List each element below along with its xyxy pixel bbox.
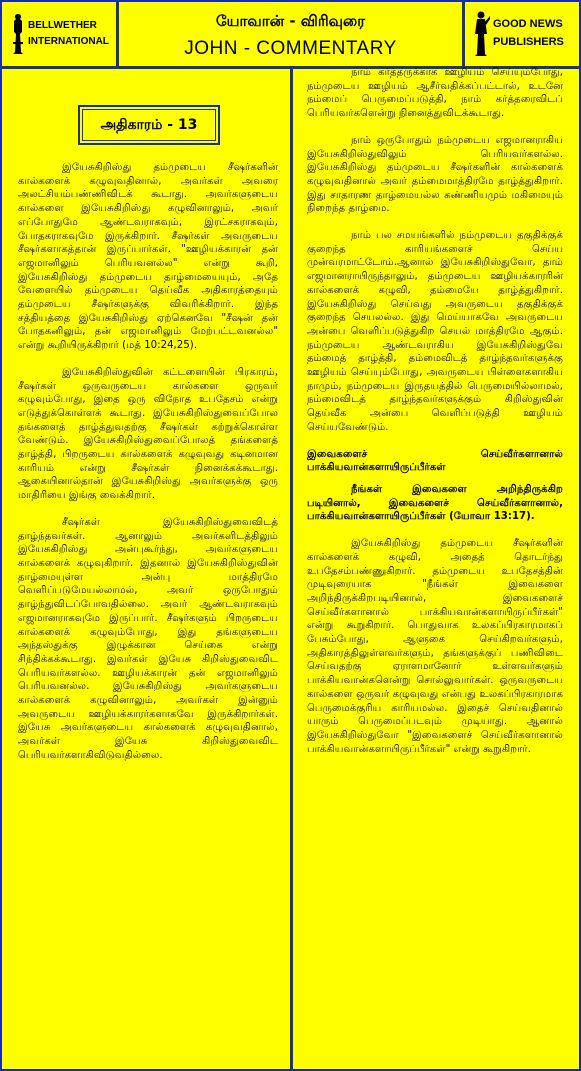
right-paragraph-3: நாம் பல சமயங்களில் நம்முடைய தகுதிக்குக் குறைந்த காரியங்களைச் செய்ய முன்வரமாட்டோம்.ஆனால் இயேசுகிறிஸ்துவோ, தாம் எஜமானராயிருந்தாலும், தம்முடைய ஊழியக்காரரின் கால்களைக் கழுவி, தம்மையே தாழ்த்துகிறார். இயேசுகிறிஸ்து செய்வது அவருடைய தகுதிக்குக் குறைந்த செயலல்ல. இது மெய்யாகவே அவருடைய அன்பை வெளிப்படுத்துகிற செயல் மாத்திரமே ஆகும். நம்முடைய ஆண்டவராகிய இயேசுகிறிஸ்துவே தம்மைத் தாழ்த்தி, தம்மைவிடத் தாழ்ந்தவர்களுக்கு ஊழியம் செய்யும்போது, அவருடைய பிள்ளைகளாகிய நாமும், நம்முடைய இருதயத்தில் பெருமையில்லாமல், நம்மைவிடத் தாழ்ந்தவர்களுக்கும் கிறிஸ்துவின் தெய்வீக அன்பை வெளிப்படுத்தி ஊழியம் செய்யவேண்டும். <box>307 230 563 433</box>
right-paragraph-1: நாம் கர்த்தருக்காக ஊழியம் செய்யும்போது, நம்முடைய ஊழியம் ஆசீர்வதிக்கப்பட்டால், உடனே நம்மைப் பெருமைப்படுத்தி, நாம் கர்த்தரைவிடப் பெரியவர்களென்று நினைத்துவிடக்கூடாது. <box>307 67 563 120</box>
right-column <box>293 69 579 1069</box>
page-header <box>2 2 579 69</box>
left-paragraph-1: இயேசுகிறிஸ்து தம்முடைய சீஷர்களின் கால்களைக் கழுவுவதினால், அவர்கள் அவரை அலட்சியம்பண்ணிவிடக் கூடாது. அவர்களுடைய கால்களை இயேசுகிறிஸ்து கழுவினாலும், அவர் எப்போதுமே ஆண்டவராகவும், இரட்சகராகவும், போதகராகவுமே இருக்கிறார். சீஷர்கள் அவருடைய சீஷர்களாகத்தான் இருப்பார்கள். "ஊழியக்காரன் தன் எஜமானிலும் பெரியவனல்ல" என்று கூறி, இயேசுகிறிஸ்து தம்முடைய தாழ்மையையும், அதே வேளையில் தம்முடைய தெய்வீக அதிகாரத்தையும் தம்முடைய சீஷர்களுக்கு விவரிக்கிறார். இந்த சத்தியத்தை இயேசுகிறிஸ்து ஏற்கெனவே "சீஷன் தன் போதகனிலும், தன் எஜமானிலும் மேற்பட்டவனல்ல" என்று கூறியிருக்கிறார் (மத் 10:24,25). <box>18 162 278 352</box>
key-verse: நீங்கள் இவைகளை அறிந்திருக்கிற படியினால், இவைகளைச் செய்வீர்களானால், பாக்கியவான்களாயிருப்பீர்கள் (யோவா 13:17). <box>307 483 563 523</box>
left-paragraph-2: இயேசுகிறிஸ்துவின் கட்டளையின் பிரகாரம், சீஷர்கள் ஒருவருடைய கால்களை ஒருவர் கழுவும்போது, இதை ஒரு விநோத உபதேசம் என்று எடுத்துக்கொள்ளக் கூடாது. இயேசுகிறிஸ்துவைப்போல தங்களைத் தாழ்த்துவதற்கு சீஷர்கள் கற்றுக்கொள்ள வேண்டும். இயேசுகிறிஸ்துவைப்போலத் தங்களைத் தாழ்த்தி, பிறருடைய கால்களைக் கழுவுவது கடினமான காரியம் என்று சீஷர்கள் நினைக்கக்கூடாது. ஆகையினால்தான் இயேசுகிறிஸ்து அவர்களுக்கு ஒரு மாதிரியை இங்கு வைக்கிறார். <box>18 366 278 502</box>
title-tamil: யோவான் - விரிவுரை <box>216 12 365 30</box>
herald-figure-icon <box>471 10 491 58</box>
chapter-label: அதிகாரம் - 13 <box>82 109 216 141</box>
right-paragraph-4: இயேசுகிறிஸ்து தம்முடைய சீஷர்களின் கால்களைக் கழுவி, அதைத் தொடர்ந்து உபதேசம்பண்ணுகிறார். தம்முடைய உபதேசத்தின் முடிவுரையாக "நீங்கள் இவைகளை அறிந்திருக்கிறபடியினால், இவைகளைச் செய்வீர்களானால் பாக்கியவான்களாயிருப்பீர்கள்" என்று கூறுகிறார். பொதுவாக உலகப்பிரகாரமாகப் பேசும்போது, ஆளுகை செய்கிறவர்களும், அதிகாரத்திலுள்ளவர்களும், தங்களுக்குப் பணிவிடை செய்வதற்கு ஏராளமானோர் உள்ளவர்களும் பாக்கியவான்களென்று சொல்லுவார்கள். ஒருவருடைய கால்களை ஒருவர் கழுவுவது என்பது உலகப்பிரகாரமாக பெருமைக்குரிய காரியமல்ல. இதைச் செய்வதினால் யாரும் பெருமைப்படவும் முடியாது. ஆனால் இயேசுகிறிஸ்துவோ "இவைகளைச் செய்வீர்களானால் பாக்கியவான்களாயிருப்பீர்கள்" என்று கூறுகிறார். <box>307 538 563 755</box>
ram-figure-icon <box>10 12 26 56</box>
right-logo-panel <box>462 2 579 66</box>
section-heading: இவைகளைச் செய்வீர்களானால் பாக்கியவான்களாயிருப்பீர்கள் <box>307 448 563 474</box>
chapter-box <box>78 105 220 145</box>
good-news-logo <box>471 10 575 60</box>
right-logo-line2: PUBLISHERS <box>493 36 564 48</box>
left-logo-line1: BELLWETHER <box>28 20 97 31</box>
left-column-text <box>18 161 278 763</box>
right-column-text <box>307 66 563 756</box>
right-paragraph-2: நாம் ஒருபோதும் நம்முடைய எஜமானராகிய இயேசுகிறிஸ்துவிலும் பெரியவர்களல்ல. இயேசுகிறிஸ்து தம்முடைய சீஷர்களின் கால்களைக் கழுவுவதினால் அவர் தம்மைமாத்திரமே தாழ்த்துகிறார். இது சாதாரண தாழ்மையல்ல கண்ணியமும் மகிமையும் நிறைந்த தாழ்மை. <box>307 134 563 215</box>
bellwether-logo <box>10 12 110 58</box>
left-logo-line2: INTERNATIONAL <box>28 36 109 47</box>
left-column <box>2 69 293 1069</box>
header-title-block <box>119 2 462 66</box>
title-english: JOHN - COMMENTARY <box>184 38 397 59</box>
left-paragraph-3: சீஷர்கள் இயேசுகிறிஸ்துவைவிடத் தாழ்ந்தவர்கள். ஆனாலும் அவர்களிடத்திலும் இயேசுகிறிஸ்து அன்புகூர்ந்து, அவர்களுடைய கால்களைக் கழுவுகிறார். இதனால் இயேசுகிறிஸ்துவின் தாழ்மையுள்ள அன்பு மாத்திரமே வெளிப்படுமேயல்லாமல், அவர் ஒருபோதும் தாழ்ந்துவிடப்போவதில்லை. அவர் ஆண்டவராகவும் எஜமானராகவுமே இருப்பார். சீஷர்களும் பிறருடைய கால்களைக் கழுவும்போது, இது தங்களுடைய அந்தஸ்துக்கு இழுக்கான செய்கை என்று சிந்திக்கக்கூடாது. இவர்கள் இயேசு கிறிஸ்துவைவிட பெரியவர்களல்ல. ஊழியக்காரன் தன் எஜமானிலும் பெரியவனல்ல. இயேசுகிறிஸ்து அவர்களுடைய கால்களைக் கழுவினாலும், அவர்கள் இன்னும் அவருடைய ஊழியக்காரர்களாகவே இருக்கிறார்கள். இயேசு அவர்களுடைய கால்களைக் கழுவுவதினால், அவர்கள் இயேசு கிறிஸ்துவைவிட பெரியவர்களாகிவிடுவதில்லை. <box>18 516 278 761</box>
left-logo-panel <box>2 2 119 66</box>
right-logo-line1: GOOD NEWS <box>493 18 563 30</box>
